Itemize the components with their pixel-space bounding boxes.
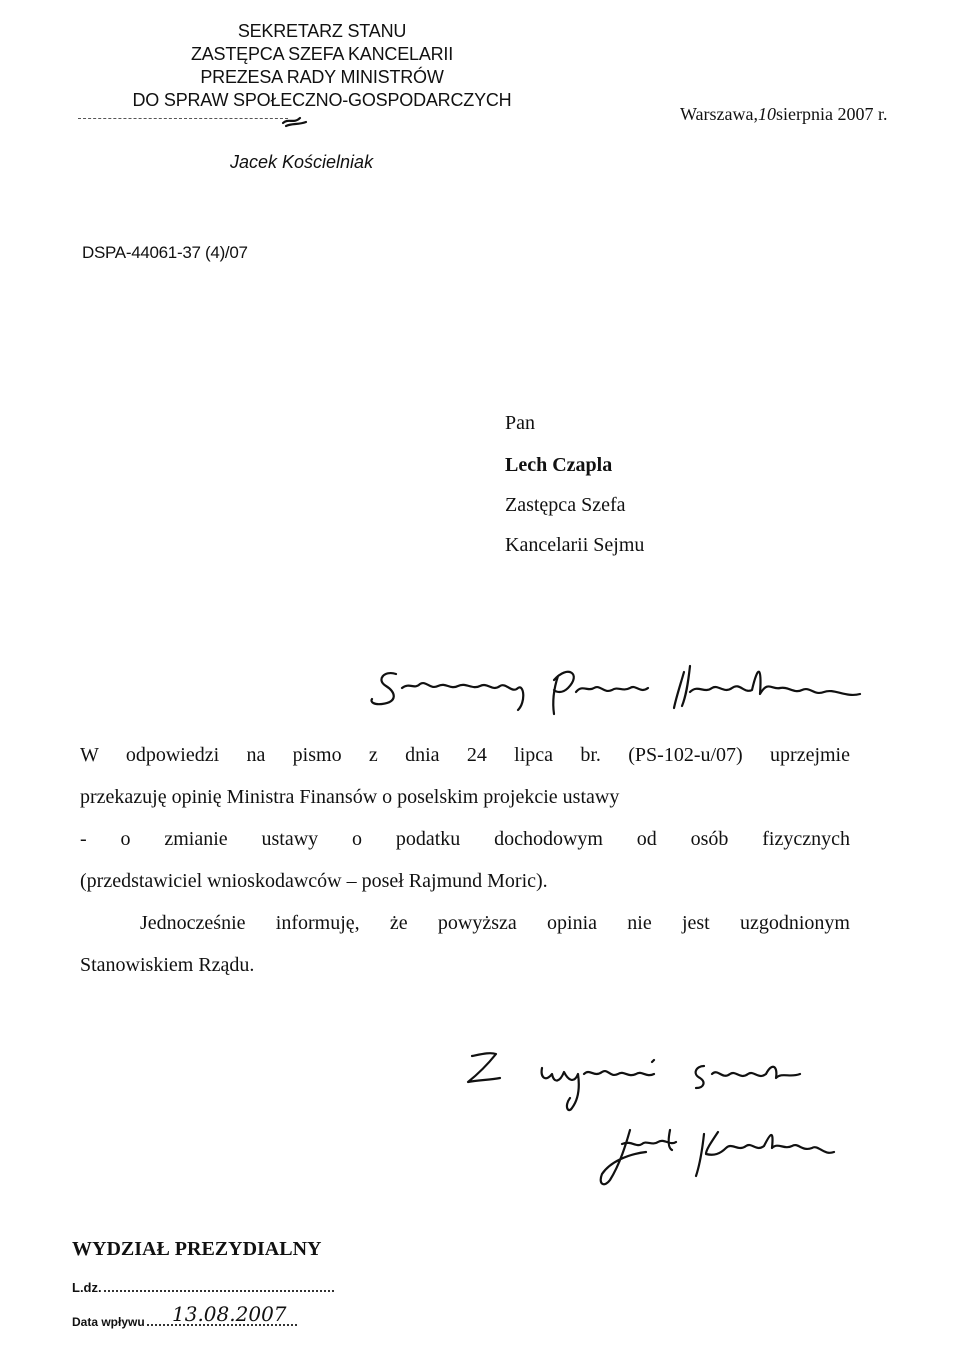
stamp-date-value: 13.08.2007 [172,1302,287,1326]
stamp-ldz-label: L.dz. [72,1280,102,1295]
letterhead-rule [78,118,288,119]
stamp-date-label: Data wpływu [72,1315,145,1329]
addressee-salutation: Pan [505,412,535,434]
handwritten-greeting [368,644,908,724]
letterhead-line-4: DO SPRAW SPOŁECZNO-GOSPODARCZYCH [132,90,512,110]
place-and-date [680,104,888,125]
date-day-handwritten: 10 [758,104,777,124]
body-line-3: - o zmianie ustawy o podatku dochodowym od osób fizycznych [80,828,850,850]
stamp-title: WYDZIAŁ PREZYDIALNY [72,1238,322,1260]
letterhead-signature-mark [280,112,310,128]
addressee-name: Lech Czapla [505,454,613,476]
letterhead-line-2: ZASTĘPCA SZEFA KANCELARII [190,44,454,64]
date-prefix: Warszawa, [680,104,759,124]
body-line-6: Stanowiskiem Rządu. [80,954,255,976]
body-line-5: Jednocześnie informuję, że powyższa opinia nie jest uzgodnionym [140,912,850,934]
body-line-4: (przedstawiciel wnioskodawców – poseł Rajmund Moric). [80,870,548,892]
addressee-title-line-2: Kancelarii Sejmu [505,534,645,556]
reference-number: DSPA-44061-37 (4)/07 [82,243,248,262]
letterhead [82,20,562,112]
handwritten-closing [460,1044,840,1204]
body-line-2: przekazuję opinię Ministra Finansów o poselskim projekcie ustawy [80,786,620,808]
date-suffix: sierpnia 2007 r. [776,104,888,124]
letterhead-line-3: PREZESA RADY MINISTRÓW [200,67,444,87]
body-line-1: W odpowiedzi na pismo z dnia 24 lipca br. (PS-102-u/07) uprzejmie [80,744,850,766]
stamp-ldz-row [72,1280,334,1295]
sender-name: Jacek Kościelniak [230,152,374,172]
letterhead-line-1: SEKRETARZ STANU [237,21,407,41]
addressee-title-line-1: Zastępca Szefa [505,494,626,516]
stamp-ldz-dotted-line [104,1290,334,1292]
